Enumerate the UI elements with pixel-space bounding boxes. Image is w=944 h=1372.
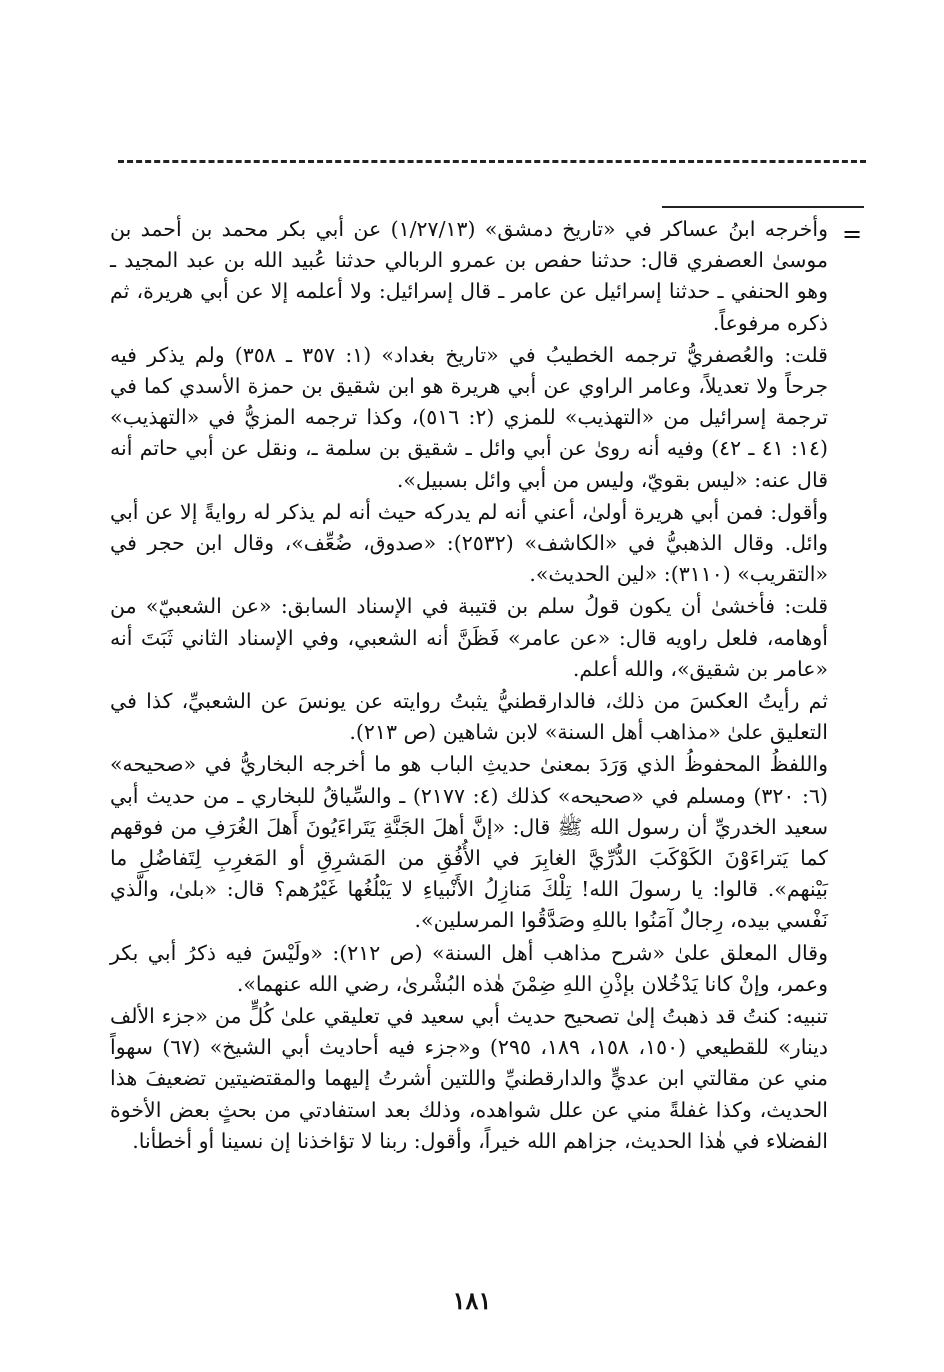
dashed-separator-line [118,160,866,163]
paragraph-commentator: وقال المعلق علىٰ «شرح مذاهب أهل السنة» (ص ٢١٢): «ولَيْسَ فيه ذكرُ أبي بكر وعمر، وإنْ كانا يَدْخُلان بإذْنِ اللهِ ضِمْنَ هٰذه البُشْرىٰ، رضي الله عنهما». [110,940,829,996]
paragraph-abu-wail: وأقول: فمن أبي هريرة أولىٰ، أعني أنه لم يدركه حيث أنه لم يذكر له روايةً إلا عن أبي وائل. وقال الذهبيُّ في «الكاشف» (٢٥٣٢): «صدوق، ضُعِّف»، وقال ابن حجر في «التقريب» (٣١١٠): «لين الحديث». [110,499,828,587]
paragraph-bukhari-hadith: واللفظُ المحفوظُ الذي وَرَدَ بمعنىٰ حديثِ الباب هو ما أخرجه البخاريُّ في «صحيحه» (٦: ٣٢٠) ومسلم في «صحيحه» كذلك (٤: ٢١٧٧) ـ والسِّياقُ للبخاري ـ من حديث أبي سعيد الخدريِّ أن رسول الله ﷺ قال: «إنَّ أهلَ الجَنَّةِ يَتَراءَيُونَ أَهلَ الغُرَفِ من فوقهم كما يَتراءَوْنَ الكَوْكَبَ الدُّرِّيَّ الغابِرَ في الأُفُقِ من المَشرِقِ أو المَغرِبِ لِتَفاضُلِ ما بَيْنهم». قالوا: يا رسولَ الله! تِلْكَ مَنازِلُ الأَنْبياءِ لا يَبْلُغُها غَيْرُهم؟ قال: «بلىٰ، والَّذي نَفْسي بيده، رِجالٌ آمَنُوا باللهِ وصَدَّقُوا المرسلين». [110,752,828,933]
paragraph-tanbih: تنبيه: كنتُ قد ذهبتُ إلىٰ تصحيح حديث أبي سعيد في تعليقي علىٰ كُلٍّ من «جزء الألف دينار» للقطيعي (١٥٠، ١٥٨، ١٨٩، ٢٩٥) و«جزء فيه أحاديث أبي الشيخ» (٦٧) سهواً مني عن مقالتي ابن عديٍّ والدارقطنيِّ واللتين أشرتُ إليهما والمقتضيتين تضعيفَ هذا الحديث، وكذا غفلةً مني عن علل شواهده، وذلك بعد استفادتي من بحثٍ بعض الأخوة الفضلاء في هٰذا الحديث، جزاهم الله خيراً، وأقول: ربنا لا تؤاخذنا إن نسينا أو أخطأنا. [110,1004,828,1153]
footnote-separator-line [662,206,864,208]
paragraph-usfuri: قلت: والعُصفريُّ ترجمه الخطيبُ في «تاريخ بغداد» (١: ٣٥٧ ـ ٣٥٨) ولم يذكر فيه جرحاً ولا تعديلاً، وعامر الراوي عن أبي هريرة هو ابن شقيق بن حمزة الأسدي كما في ترجمة إسرائيل من «التهذيب» للمزي (٢: ٥١٦)، وكذا ترجمه المزيُّ في «التهذيب» (١٤: ٤١ ـ ٤٢) وفيه أنه روىٰ عن أبي وائل ـ شقيق بن سلمة ـ، ونقل عن أبي حاتم أنه قال عنه: «ليس بقويّ، وليس من أبي وائل بسبيل». [110,342,828,492]
footnote-body [110,214,828,1157]
paragraph-ibn-asakir: وأخرجه ابنُ عساكر في «تاريخ دمشق» (١/٢٧/١٣) عن أبي بكر محمد بن أحمد بن موسىٰ العصفري قال: حدثنا حفص بن عمرو الربالي حدثنا عُبيد الله بن عبد المجيد ـ وهو الحنفي ـ حدثنا إسرائيل عن عامر ـ قال إسرائيل: ولا أعلمه إلا عن أبي هريرة، ثم ذكره مرفوعاً. [110,217,829,335]
paragraph-salm-ibn-qutaybah: قلت: فأخشىٰ أن يكون قولُ سلم بن قتيبة في الإسناد السابق: «عن الشعبيّ» من أوهامه، فلعل راويه قال: «عن عامر» فَظَنَّ أنه الشعبي، وفي الإسناد الثاني ثَبَتَ أنه «عامر بن شقيق»، والله أعلم. [110,594,828,681]
footnote-continuation-mark: = [842,220,863,248]
page-number: ١٨١ [452,1286,492,1315]
paragraph-daraqutni: ثم رأيتُ العكسَ من ذلك، فالدارقطنيُّ يثبتُ روايته عن يونسَ عن الشعبيِّ، كذا في التعليق علىٰ «مذاهب أهل السنة» لابن شاهين (ص ٢١٣). [110,689,828,745]
